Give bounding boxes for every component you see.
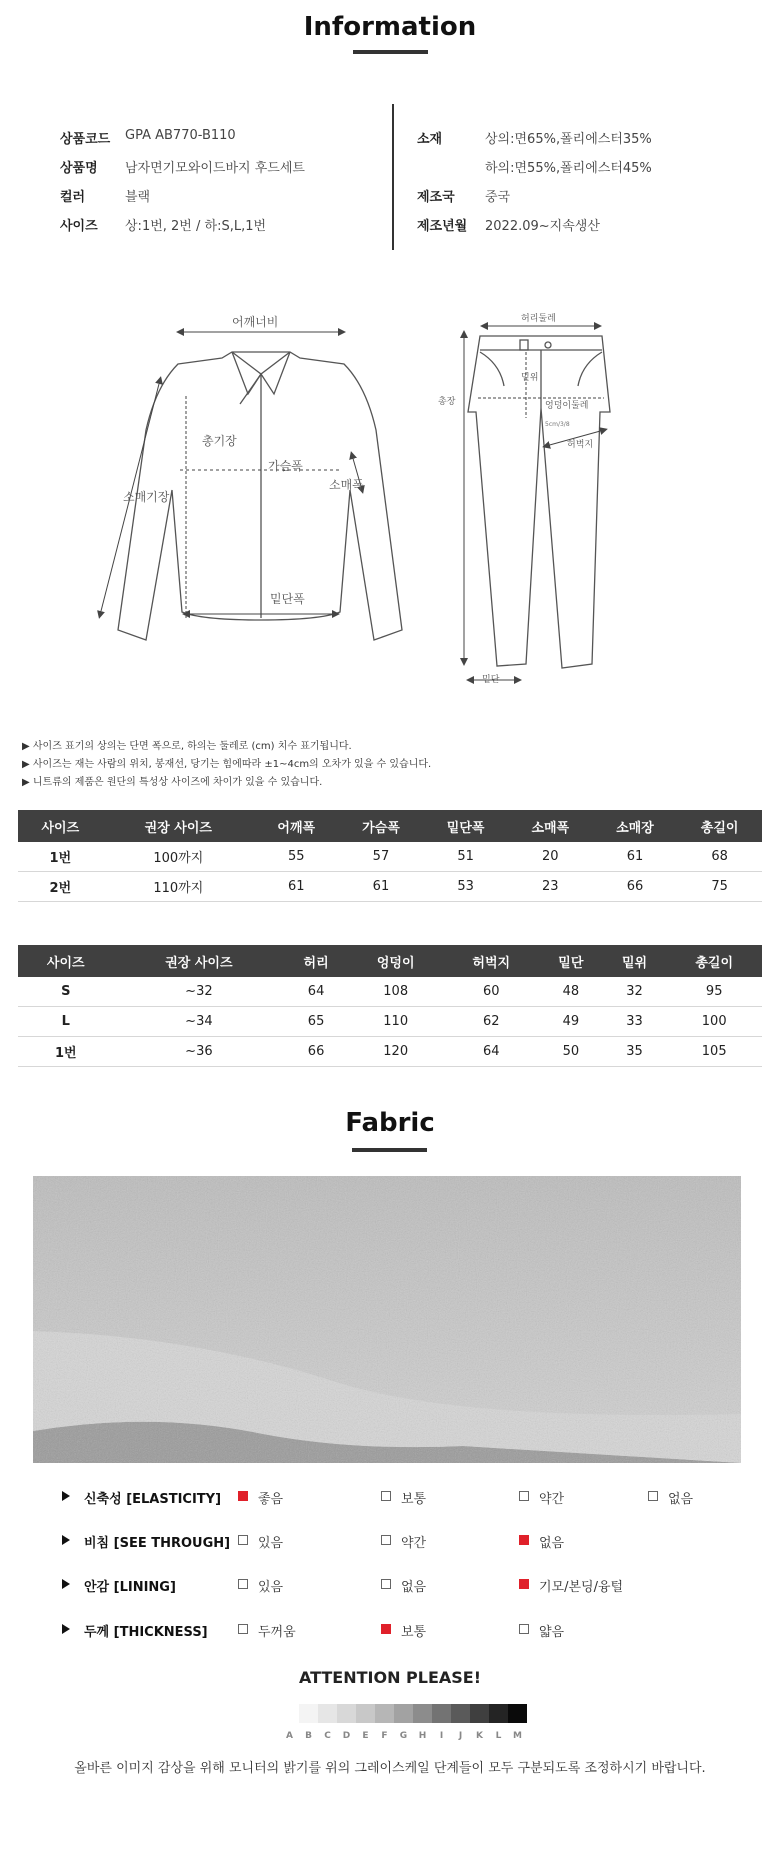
table-cell: S [18,977,114,1007]
table-cell: ~36 [114,1037,285,1067]
label-hip: 엉덩이둘레 [545,401,589,411]
fabric-row [0,1620,780,1640]
table-cell: 20 [508,842,593,872]
table-header-cell: 밑위 [603,945,667,977]
table-cell: 23 [508,872,593,902]
fabric-option-label: 없음 [539,1536,565,1551]
grayscale-letter: J [458,1731,463,1741]
grayscale-swatch [356,1704,375,1723]
fabric-row-label: 비침 [SEE THROUGH] [84,1536,231,1551]
info-value: 2022.09~지속생산 [485,219,600,234]
fabric-option-label: 있음 [258,1580,284,1595]
table-header-cell: 사이즈 [18,810,103,842]
table-header-cell: 밑단폭 [423,810,508,842]
label-sleeve-length: 소매기장 [123,490,170,504]
fabric-row [0,1575,780,1595]
grayscale-letter: D [342,1731,351,1741]
grayscale-swatch [432,1704,451,1723]
table-cell: L [18,1007,114,1037]
info-value: 상:1번, 2번 / 하:S,L,1번 [125,219,267,234]
note-3: ▶ 니트류의 제품은 원단의 특성상 사이즈에 차이가 있을 수 있습니다. [22,777,323,788]
fabric-option-label: 약간 [539,1492,565,1507]
table-header-cell: 밑단 [539,945,603,977]
label-pants-length: 총장 [438,397,456,407]
grayscale-swatch [489,1704,508,1723]
triangle-bullet-icon [62,1491,70,1501]
grayscale-letter: I [439,1731,444,1741]
label-chest: 가슴폭 [268,459,303,473]
grayscale-swatch [318,1704,337,1723]
label-waist: 허리둘레 [521,314,556,324]
grayscale-letter: B [305,1731,312,1741]
unchecked-box-icon [238,1579,248,1589]
information-title: Information [303,12,477,42]
grayscale-swatch [470,1704,489,1723]
title-underline [353,50,428,54]
info-divider [392,104,394,250]
fabric-photo [33,1176,741,1463]
fabric-option-label: 있음 [258,1536,284,1551]
fabric-option-label: 기모/본딩/융털 [539,1580,624,1595]
grayscale-letter: G [399,1731,408,1741]
table-cell: 57 [339,842,424,872]
table-cell: 120 [348,1037,444,1067]
table-cell: 51 [423,842,508,872]
table-header-cell: 소매장 [593,810,678,842]
fabric-option-label: 보통 [401,1625,427,1640]
grayscale-letter: C [324,1731,331,1741]
grayscale-letter: F [381,1731,388,1741]
grayscale-swatch [508,1704,527,1723]
table-header-cell: 어깨폭 [254,810,339,842]
table-cell: 2번 [18,872,103,902]
table-cell: 105 [666,1037,762,1067]
attention-title: ATTENTION PLEASE! [298,1668,482,1687]
fabric-option-label: 없음 [668,1492,694,1507]
size-diagram [0,300,780,700]
grayscale-letter: H [418,1731,427,1741]
table-cell: 50 [539,1037,603,1067]
table-header-row [18,945,762,977]
unchecked-box-icon [519,1491,529,1501]
label-thigh: 허벅지 [567,440,594,450]
table-header-cell: 가슴폭 [339,810,424,842]
info-value: 중국 [485,190,511,205]
note-1: ▶ 사이즈 표기의 상의는 단면 폭으로, 하의는 둘레로 (cm) 치수 표기됩니다. [22,741,352,752]
table-header-row [18,810,762,842]
triangle-bullet-icon [62,1579,70,1589]
table-header-cell: 허리 [284,945,348,977]
table-cell: ~34 [114,1007,285,1037]
table-cell: 48 [539,977,603,1007]
info-value: 블랙 [125,190,151,205]
table-cell: 68 [677,842,762,872]
table-row [18,842,762,872]
grayscale-swatch [280,1704,299,1723]
table-header-cell: 엉덩이 [348,945,444,977]
top-size-table [18,810,762,902]
table-cell: 33 [603,1007,667,1037]
unchecked-box-icon [381,1579,391,1589]
info-label: 제조국 [417,190,455,205]
checked-box-icon [519,1535,529,1545]
unchecked-box-icon [238,1624,248,1634]
fabric-option-label: 얇음 [539,1625,565,1640]
grayscale-letter: L [495,1731,502,1741]
label-rise: 밑위 [521,373,539,383]
table-cell: 61 [254,872,339,902]
grayscale-letter: A [286,1731,293,1741]
info-value: 남자면기모와이드바지 후드세트 [125,161,305,176]
grayscale-swatch [337,1704,356,1723]
fabric-row-label: 안감 [LINING] [84,1580,176,1595]
table-cell: 64 [443,1037,539,1067]
checked-box-icon [519,1579,529,1589]
grayscale-swatch [394,1704,413,1723]
table-cell: 35 [603,1037,667,1067]
triangle-bullet-icon [62,1624,70,1634]
grayscale-swatch [375,1704,394,1723]
table-cell: 100까지 [103,842,254,872]
grayscale-swatch [299,1704,318,1723]
unchecked-box-icon [381,1535,391,1545]
checked-box-icon [238,1491,248,1501]
fabric-option-label: 두꺼움 [258,1625,296,1640]
unchecked-box-icon [648,1491,658,1501]
fabric-title-underline [352,1148,427,1152]
table-header-cell: 권장 사이즈 [114,945,285,977]
unchecked-box-icon [381,1491,391,1501]
table-header-cell: 소매폭 [508,810,593,842]
fabric-option-label: 약간 [401,1536,427,1551]
table-cell: 49 [539,1007,603,1037]
info-label: 제조년월 [417,219,468,234]
table-cell: 60 [443,977,539,1007]
table-header-cell: 총길이 [666,945,762,977]
table-cell: 53 [423,872,508,902]
unchecked-box-icon [238,1535,248,1545]
info-value: GPA AB770-B110 [125,128,236,143]
table-cell: 65 [284,1007,348,1037]
table-row [18,977,762,1007]
table-cell: ~32 [114,977,285,1007]
label-shoulder: 어깨너비 [232,315,279,329]
bottom-size-table [18,945,762,1067]
grayscale-swatch [451,1704,470,1723]
table-cell: 32 [603,977,667,1007]
info-label: 상품코드 [60,132,111,147]
table-header-cell: 권장 사이즈 [103,810,254,842]
table-cell: 75 [677,872,762,902]
info-label: 컬러 [60,190,86,205]
table-row [18,872,762,902]
table-cell: 1번 [18,842,103,872]
table-header-cell: 총길이 [677,810,762,842]
table-cell: 61 [339,872,424,902]
table-row [18,1037,762,1067]
unchecked-box-icon [519,1624,529,1634]
info-label: 사이즈 [60,219,98,234]
fabric-option-label: 좋음 [258,1492,284,1507]
table-cell: 66 [593,872,678,902]
fabric-option-label: 보통 [401,1492,427,1507]
table-header-cell: 허벅지 [443,945,539,977]
fabric-row-label: 두께 [THICKNESS] [84,1625,208,1640]
table-cell: 1번 [18,1037,114,1067]
table-cell: 110 [348,1007,444,1037]
info-value: 하의:면55%,폴리에스터45% [485,161,652,176]
fabric-row [0,1487,780,1507]
fabric-title: Fabric [345,1108,435,1138]
table-cell: 66 [284,1037,348,1067]
grayscale-letter: E [362,1731,369,1741]
table-cell: 61 [593,842,678,872]
label-pants-hem: 밑단 [482,675,500,685]
table-cell: 64 [284,977,348,1007]
note-2: ▶ 사이즈는 재는 사람의 위치, 봉재선, 당기는 힘에따라 ±1~4cm의 오차가 있을 수 있습니다. [22,759,432,770]
table-cell: 95 [666,977,762,1007]
info-label: 소재 [417,132,443,147]
label-jacket-length: 총기장 [202,434,237,448]
table-cell: 110까지 [103,872,254,902]
table-cell: 100 [666,1007,762,1037]
pants-outline [468,336,610,668]
fabric-row-label: 신축성 [ELASTICITY] [84,1492,222,1507]
grayscale-letter: M [513,1731,522,1741]
info-label: 상품명 [60,161,98,176]
grayscale-swatch [413,1704,432,1723]
attention-message: 올바른 이미지 감상을 위해 모니터의 밝기를 위의 그레이스케일 단계들이 모두 구분되도록 조정하시기 바랍니다. [74,1761,706,1776]
table-cell: 55 [254,842,339,872]
label-hem: 밑단폭 [270,592,305,606]
table-header-cell: 사이즈 [18,945,114,977]
fabric-option-label: 없음 [401,1580,427,1595]
grayscale-letter: K [476,1731,483,1741]
triangle-bullet-icon [62,1535,70,1545]
table-cell: 108 [348,977,444,1007]
table-row [18,1007,762,1037]
table-cell: 62 [443,1007,539,1037]
info-value: 상의:면65%,폴리에스터35% [485,132,652,147]
label-small-note: 5cm/3/8 [545,421,570,428]
label-sleeve-width: 소매폭 [329,478,364,492]
fabric-row [0,1531,780,1551]
checked-box-icon [381,1624,391,1634]
